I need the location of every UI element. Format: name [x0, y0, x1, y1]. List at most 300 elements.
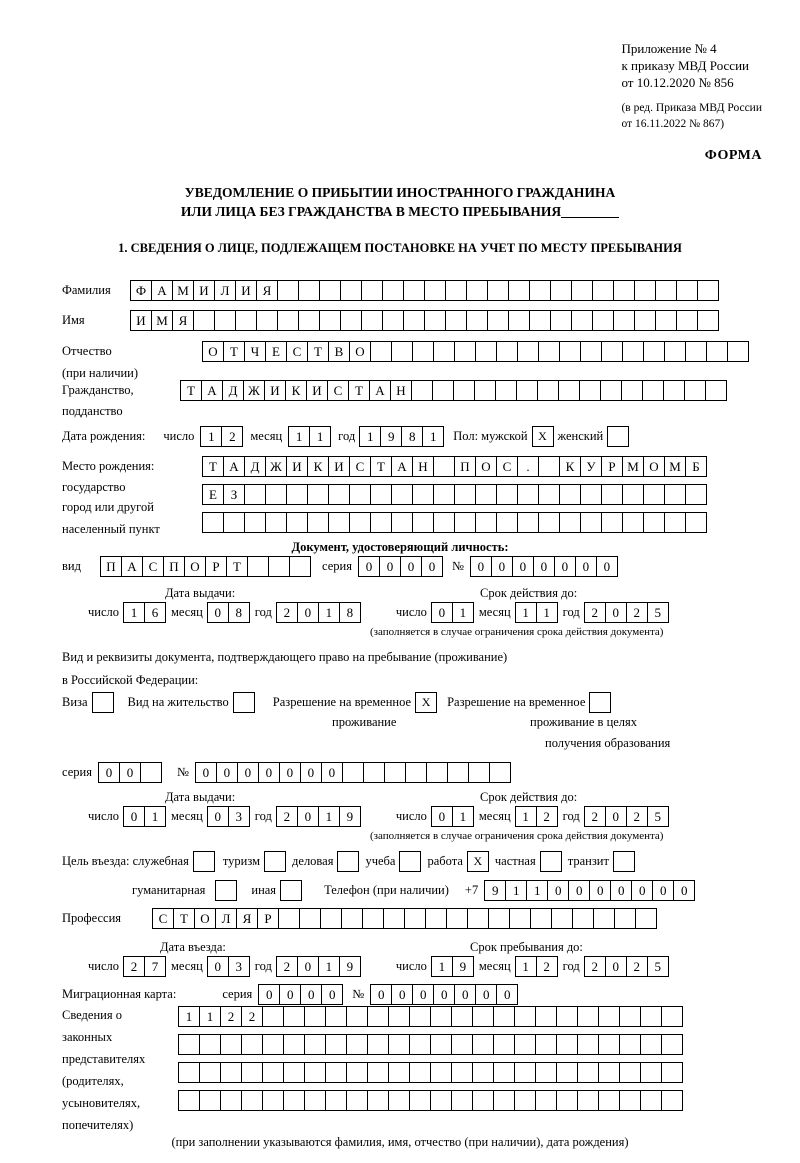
form-cell[interactable]	[382, 280, 404, 301]
form-cell[interactable]: П	[100, 556, 122, 577]
form-cell[interactable]: 0	[98, 762, 120, 783]
form-cell[interactable]: А	[151, 280, 173, 301]
form-cell[interactable]	[325, 1034, 347, 1055]
form-cell[interactable]: Т	[173, 908, 195, 929]
stay-day-input[interactable]	[123, 806, 165, 827]
entry-year-input[interactable]	[276, 956, 360, 977]
form-cell[interactable]: 0	[589, 880, 611, 901]
form-cell[interactable]: 0	[207, 956, 229, 977]
form-cell[interactable]	[613, 280, 635, 301]
form-cell[interactable]	[319, 310, 341, 331]
form-cell[interactable]	[529, 280, 551, 301]
form-cell[interactable]: 5	[647, 602, 669, 623]
form-cell[interactable]	[241, 1034, 263, 1055]
doc-month-input[interactable]	[207, 602, 249, 623]
form-cell[interactable]	[433, 456, 455, 477]
form-cell[interactable]: И	[130, 310, 152, 331]
form-cell[interactable]	[446, 908, 468, 929]
form-cell[interactable]	[664, 341, 686, 362]
form-cell[interactable]	[550, 280, 572, 301]
form-cell[interactable]: 2	[584, 602, 606, 623]
form-cell[interactable]	[433, 484, 455, 505]
form-cell[interactable]	[655, 280, 677, 301]
form-cell[interactable]: О	[643, 456, 665, 477]
form-cell[interactable]	[432, 380, 454, 401]
form-cell[interactable]: А	[201, 380, 223, 401]
form-cell[interactable]: Я	[236, 908, 258, 929]
form-cell[interactable]: Н	[412, 456, 434, 477]
form-cell[interactable]: Р	[257, 908, 279, 929]
form-cell[interactable]: И	[264, 380, 286, 401]
form-cell[interactable]: 0	[533, 556, 555, 577]
form-cell[interactable]	[556, 1062, 578, 1083]
purpose-tourism-checkbox[interactable]	[264, 851, 286, 872]
form-cell[interactable]	[622, 484, 644, 505]
form-cell[interactable]	[601, 341, 623, 362]
form-cell[interactable]	[430, 1090, 452, 1111]
form-cell[interactable]	[304, 1034, 326, 1055]
form-cell[interactable]: 0	[605, 602, 627, 623]
form-cell[interactable]	[325, 1090, 347, 1111]
form-cell[interactable]	[538, 456, 560, 477]
form-cell[interactable]	[412, 512, 434, 533]
form-cell[interactable]: О	[349, 341, 371, 362]
form-cell[interactable]	[342, 762, 364, 783]
form-cell[interactable]	[262, 1062, 284, 1083]
form-cell[interactable]	[516, 380, 538, 401]
form-cell[interactable]: 0	[370, 984, 392, 1005]
form-cell[interactable]: 0	[391, 984, 413, 1005]
form-cell[interactable]	[661, 1034, 683, 1055]
form-cell[interactable]: 2	[123, 956, 145, 977]
form-cell[interactable]	[388, 1034, 410, 1055]
form-cell[interactable]	[661, 1090, 683, 1111]
form-cell[interactable]: 2	[220, 1006, 242, 1027]
form-cell[interactable]	[493, 1006, 515, 1027]
form-cell[interactable]	[727, 341, 749, 362]
form-cell[interactable]: У	[580, 456, 602, 477]
form-cell[interactable]: 2	[241, 1006, 263, 1027]
form-cell[interactable]	[538, 484, 560, 505]
form-cell[interactable]	[262, 1090, 284, 1111]
form-cell[interactable]: А	[121, 556, 143, 577]
form-cell[interactable]: М	[622, 456, 644, 477]
form-cell[interactable]	[346, 1006, 368, 1027]
form-cell[interactable]	[577, 1062, 599, 1083]
form-cell[interactable]	[472, 1090, 494, 1111]
form-cell[interactable]: И	[306, 380, 328, 401]
stay-year-input[interactable]	[276, 806, 360, 827]
form-cell[interactable]: 0	[673, 880, 695, 901]
form-cell[interactable]	[697, 280, 719, 301]
form-cell[interactable]	[472, 1062, 494, 1083]
form-cell[interactable]: 1	[199, 1006, 221, 1027]
form-cell[interactable]: С	[496, 456, 518, 477]
form-cell[interactable]: 0	[575, 556, 597, 577]
form-cell[interactable]: 9	[339, 806, 361, 827]
migration-series-input[interactable]	[258, 984, 342, 1005]
form-cell[interactable]: 0	[297, 806, 319, 827]
form-cell[interactable]: Т	[348, 380, 370, 401]
form-cell[interactable]: 0	[119, 762, 141, 783]
form-cell[interactable]	[621, 380, 643, 401]
form-cell[interactable]	[551, 908, 573, 929]
doc-kind-input[interactable]	[100, 556, 310, 577]
form-cell[interactable]: 0	[431, 806, 453, 827]
form-cell[interactable]	[454, 484, 476, 505]
form-cell[interactable]	[622, 512, 644, 533]
doc-number-input[interactable]	[470, 556, 617, 577]
form-cell[interactable]	[592, 310, 614, 331]
sex-female-checkbox[interactable]	[607, 426, 629, 447]
form-cell[interactable]: 5	[647, 956, 669, 977]
stay-valid-year-input[interactable]	[584, 806, 668, 827]
form-cell[interactable]	[346, 1034, 368, 1055]
form-cell[interactable]	[676, 310, 698, 331]
form-cell[interactable]: И	[328, 456, 350, 477]
form-cell[interactable]	[529, 310, 551, 331]
form-cell[interactable]: 2	[584, 956, 606, 977]
birthplace-input-2[interactable]	[202, 484, 706, 505]
form-cell[interactable]: 0	[568, 880, 590, 901]
form-cell[interactable]	[514, 1062, 536, 1083]
form-cell[interactable]	[409, 1034, 431, 1055]
form-cell[interactable]	[391, 512, 413, 533]
form-cell[interactable]	[244, 512, 266, 533]
form-cell[interactable]	[640, 1034, 662, 1055]
form-cell[interactable]	[685, 512, 707, 533]
rep-input-2[interactable]	[178, 1034, 682, 1055]
form-cell[interactable]: 0	[358, 556, 380, 577]
form-cell[interactable]	[220, 1062, 242, 1083]
form-cell[interactable]	[214, 310, 236, 331]
doc-valid-year-input[interactable]	[584, 602, 668, 623]
form-cell[interactable]	[403, 310, 425, 331]
form-cell[interactable]: С	[327, 380, 349, 401]
form-cell[interactable]: 2	[221, 426, 243, 447]
form-cell[interactable]	[493, 1062, 515, 1083]
form-cell[interactable]: 0	[321, 762, 343, 783]
form-cell[interactable]: 0	[605, 956, 627, 977]
form-cell[interactable]	[517, 512, 539, 533]
form-cell[interactable]	[706, 341, 728, 362]
form-cell[interactable]: 2	[276, 806, 298, 827]
form-cell[interactable]	[370, 341, 392, 362]
form-cell[interactable]	[220, 1090, 242, 1111]
form-cell[interactable]	[475, 512, 497, 533]
form-cell[interactable]	[600, 380, 622, 401]
form-cell[interactable]	[579, 380, 601, 401]
form-cell[interactable]	[577, 1006, 599, 1027]
form-cell[interactable]	[472, 1006, 494, 1027]
form-cell[interactable]: Д	[244, 456, 266, 477]
form-cell[interactable]	[388, 1062, 410, 1083]
form-cell[interactable]	[664, 512, 686, 533]
form-cell[interactable]	[466, 280, 488, 301]
birthplace-input-3[interactable]	[202, 512, 706, 533]
form-cell[interactable]: 0	[554, 556, 576, 577]
form-cell[interactable]	[391, 341, 413, 362]
form-cell[interactable]	[593, 908, 615, 929]
form-cell[interactable]	[265, 484, 287, 505]
form-cell[interactable]	[558, 380, 580, 401]
form-cell[interactable]: 2	[536, 956, 558, 977]
form-cell[interactable]	[411, 380, 433, 401]
form-cell[interactable]	[370, 484, 392, 505]
form-cell[interactable]	[178, 1034, 200, 1055]
form-cell[interactable]	[487, 310, 509, 331]
form-cell[interactable]: Т	[223, 341, 245, 362]
form-cell[interactable]	[635, 908, 657, 929]
form-cell[interactable]	[382, 310, 404, 331]
form-cell[interactable]	[445, 310, 467, 331]
form-cell[interactable]: 0	[258, 984, 280, 1005]
purpose-humanitarian-checkbox[interactable]	[215, 880, 237, 901]
form-cell[interactable]	[537, 380, 559, 401]
purpose-transit-checkbox[interactable]	[613, 851, 635, 872]
form-cell[interactable]	[556, 1006, 578, 1027]
form-cell[interactable]	[535, 1090, 557, 1111]
form-cell[interactable]	[634, 310, 656, 331]
form-cell[interactable]: 2	[626, 956, 648, 977]
form-cell[interactable]	[493, 1090, 515, 1111]
form-cell[interactable]: 5	[647, 806, 669, 827]
form-cell[interactable]	[286, 512, 308, 533]
form-cell[interactable]: 0	[216, 762, 238, 783]
form-cell[interactable]	[550, 310, 572, 331]
form-cell[interactable]	[409, 1090, 431, 1111]
form-cell[interactable]	[346, 1062, 368, 1083]
stay-valid-day-input[interactable]	[431, 806, 473, 827]
form-cell[interactable]	[361, 280, 383, 301]
form-cell[interactable]	[466, 310, 488, 331]
form-cell[interactable]: Я	[172, 310, 194, 331]
form-cell[interactable]: В	[328, 341, 350, 362]
form-cell[interactable]	[244, 484, 266, 505]
form-cell[interactable]: 0	[412, 984, 434, 1005]
form-cell[interactable]	[325, 1062, 347, 1083]
form-cell[interactable]	[404, 908, 426, 929]
entry-day-input[interactable]	[123, 956, 165, 977]
form-cell[interactable]	[283, 1062, 305, 1083]
form-cell[interactable]	[409, 1062, 431, 1083]
form-cell[interactable]: Ф	[130, 280, 152, 301]
form-cell[interactable]	[559, 341, 581, 362]
purpose-other-checkbox[interactable]	[280, 880, 302, 901]
form-cell[interactable]: 2	[536, 806, 558, 827]
form-cell[interactable]: 0	[605, 806, 627, 827]
form-cell[interactable]	[268, 556, 290, 577]
form-cell[interactable]	[489, 762, 511, 783]
form-cell[interactable]	[451, 1006, 473, 1027]
form-cell[interactable]	[676, 280, 698, 301]
doc-series-input[interactable]	[358, 556, 442, 577]
form-cell[interactable]	[538, 341, 560, 362]
form-cell[interactable]	[430, 1062, 452, 1083]
form-cell[interactable]	[580, 512, 602, 533]
form-cell[interactable]: 1	[515, 602, 537, 623]
form-cell[interactable]	[325, 1006, 347, 1027]
form-cell[interactable]: 6	[144, 602, 166, 623]
form-cell[interactable]: 2	[276, 956, 298, 977]
doc-valid-day-input[interactable]	[431, 602, 473, 623]
form-cell[interactable]: 9	[452, 956, 474, 977]
name-input[interactable]	[130, 310, 718, 331]
form-cell[interactable]	[580, 484, 602, 505]
form-cell[interactable]	[451, 1090, 473, 1111]
form-cell[interactable]: 0	[475, 984, 497, 1005]
form-cell[interactable]	[178, 1090, 200, 1111]
form-cell[interactable]	[430, 1034, 452, 1055]
form-cell[interactable]	[140, 762, 162, 783]
form-cell[interactable]	[388, 1006, 410, 1027]
form-cell[interactable]	[262, 1006, 284, 1027]
form-cell[interactable]	[341, 908, 363, 929]
form-cell[interactable]: М	[664, 456, 686, 477]
form-cell[interactable]	[346, 1090, 368, 1111]
form-cell[interactable]: 3	[228, 806, 250, 827]
form-cell[interactable]	[367, 1062, 389, 1083]
birth-month-input[interactable]	[288, 426, 330, 447]
form-cell[interactable]: А	[369, 380, 391, 401]
form-cell[interactable]: 0	[454, 984, 476, 1005]
form-cell[interactable]: 0	[123, 806, 145, 827]
form-cell[interactable]	[286, 484, 308, 505]
rep-input-3[interactable]	[178, 1062, 682, 1083]
form-cell[interactable]: О	[475, 456, 497, 477]
form-cell[interactable]: 0	[207, 806, 229, 827]
form-cell[interactable]	[220, 1034, 242, 1055]
form-cell[interactable]: 0	[431, 602, 453, 623]
form-cell[interactable]	[685, 341, 707, 362]
form-cell[interactable]: 9	[339, 956, 361, 977]
form-cell[interactable]: 0	[258, 762, 280, 783]
form-cell[interactable]	[643, 512, 665, 533]
form-cell[interactable]: 0	[297, 602, 319, 623]
form-cell[interactable]	[634, 280, 656, 301]
form-cell[interactable]: Н	[390, 380, 412, 401]
birth-year-input[interactable]	[359, 426, 443, 447]
form-cell[interactable]: 1	[318, 806, 340, 827]
form-cell[interactable]	[383, 908, 405, 929]
form-cell[interactable]: 2	[584, 806, 606, 827]
form-cell[interactable]: 0	[491, 556, 513, 577]
form-cell[interactable]: 1	[431, 956, 453, 977]
form-cell[interactable]	[424, 280, 446, 301]
form-cell[interactable]	[304, 1006, 326, 1027]
form-cell[interactable]	[412, 341, 434, 362]
form-cell[interactable]	[367, 1006, 389, 1027]
rep-input-4[interactable]	[178, 1090, 682, 1111]
form-cell[interactable]	[340, 310, 362, 331]
purpose-service-checkbox[interactable]	[193, 851, 215, 872]
form-cell[interactable]	[349, 512, 371, 533]
form-cell[interactable]	[426, 762, 448, 783]
form-cell[interactable]: 2	[276, 602, 298, 623]
form-cell[interactable]	[556, 1090, 578, 1111]
form-cell[interactable]: Ж	[243, 380, 265, 401]
form-cell[interactable]	[495, 380, 517, 401]
form-cell[interactable]	[278, 908, 300, 929]
form-cell[interactable]: Е	[265, 341, 287, 362]
surname-input[interactable]	[130, 280, 718, 301]
form-cell[interactable]: 1	[536, 602, 558, 623]
form-cell[interactable]	[467, 908, 489, 929]
form-cell[interactable]: 1	[452, 806, 474, 827]
form-cell[interactable]: 0	[512, 556, 534, 577]
form-cell[interactable]: 0	[433, 984, 455, 1005]
form-cell[interactable]	[241, 1062, 263, 1083]
phone-input[interactable]	[484, 880, 694, 901]
form-cell[interactable]	[475, 341, 497, 362]
form-cell[interactable]	[598, 1090, 620, 1111]
form-cell[interactable]: 3	[228, 956, 250, 977]
form-cell[interactable]	[488, 908, 510, 929]
form-cell[interactable]	[223, 512, 245, 533]
form-cell[interactable]: 1	[318, 956, 340, 977]
stay-valid-month-input[interactable]	[515, 806, 557, 827]
form-cell[interactable]: 1	[422, 426, 444, 447]
form-cell[interactable]: 0	[610, 880, 632, 901]
form-cell[interactable]	[451, 1062, 473, 1083]
form-cell[interactable]: К	[559, 456, 581, 477]
form-cell[interactable]: М	[151, 310, 173, 331]
form-cell[interactable]	[664, 484, 686, 505]
form-cell[interactable]	[265, 512, 287, 533]
form-cell[interactable]	[289, 556, 311, 577]
purpose-study-checkbox[interactable]	[399, 851, 421, 872]
form-cell[interactable]: 1	[200, 426, 222, 447]
form-cell[interactable]	[472, 1034, 494, 1055]
form-cell[interactable]	[202, 512, 224, 533]
form-cell[interactable]	[705, 380, 727, 401]
form-cell[interactable]: 1	[309, 426, 331, 447]
form-cell[interactable]	[299, 908, 321, 929]
form-cell[interactable]	[619, 1034, 641, 1055]
form-cell[interactable]	[580, 341, 602, 362]
form-cell[interactable]: Т	[370, 456, 392, 477]
form-cell[interactable]: П	[454, 456, 476, 477]
form-cell[interactable]	[320, 908, 342, 929]
form-cell[interactable]	[405, 762, 427, 783]
form-cell[interactable]: 8	[228, 602, 250, 623]
form-cell[interactable]	[613, 310, 635, 331]
form-cell[interactable]: К	[285, 380, 307, 401]
form-cell[interactable]	[496, 484, 518, 505]
stay-series-input[interactable]	[98, 762, 161, 783]
form-cell[interactable]	[508, 280, 530, 301]
form-cell[interactable]: С	[349, 456, 371, 477]
form-cell[interactable]	[445, 280, 467, 301]
form-cell[interactable]: С	[152, 908, 174, 929]
form-cell[interactable]	[697, 310, 719, 331]
form-cell[interactable]	[640, 1062, 662, 1083]
rep-input-1[interactable]	[178, 1006, 682, 1027]
form-cell[interactable]	[655, 310, 677, 331]
form-cell[interactable]: 0	[297, 956, 319, 977]
form-cell[interactable]	[199, 1034, 221, 1055]
form-cell[interactable]: 0	[300, 984, 322, 1005]
form-cell[interactable]	[277, 310, 299, 331]
form-cell[interactable]	[661, 1062, 683, 1083]
form-cell[interactable]: 7	[144, 956, 166, 977]
purpose-private-checkbox[interactable]	[540, 851, 562, 872]
form-cell[interactable]: 9	[380, 426, 402, 447]
form-cell[interactable]: Б	[685, 456, 707, 477]
form-cell[interactable]	[535, 1062, 557, 1083]
form-cell[interactable]	[367, 1034, 389, 1055]
form-cell[interactable]: 0	[279, 762, 301, 783]
